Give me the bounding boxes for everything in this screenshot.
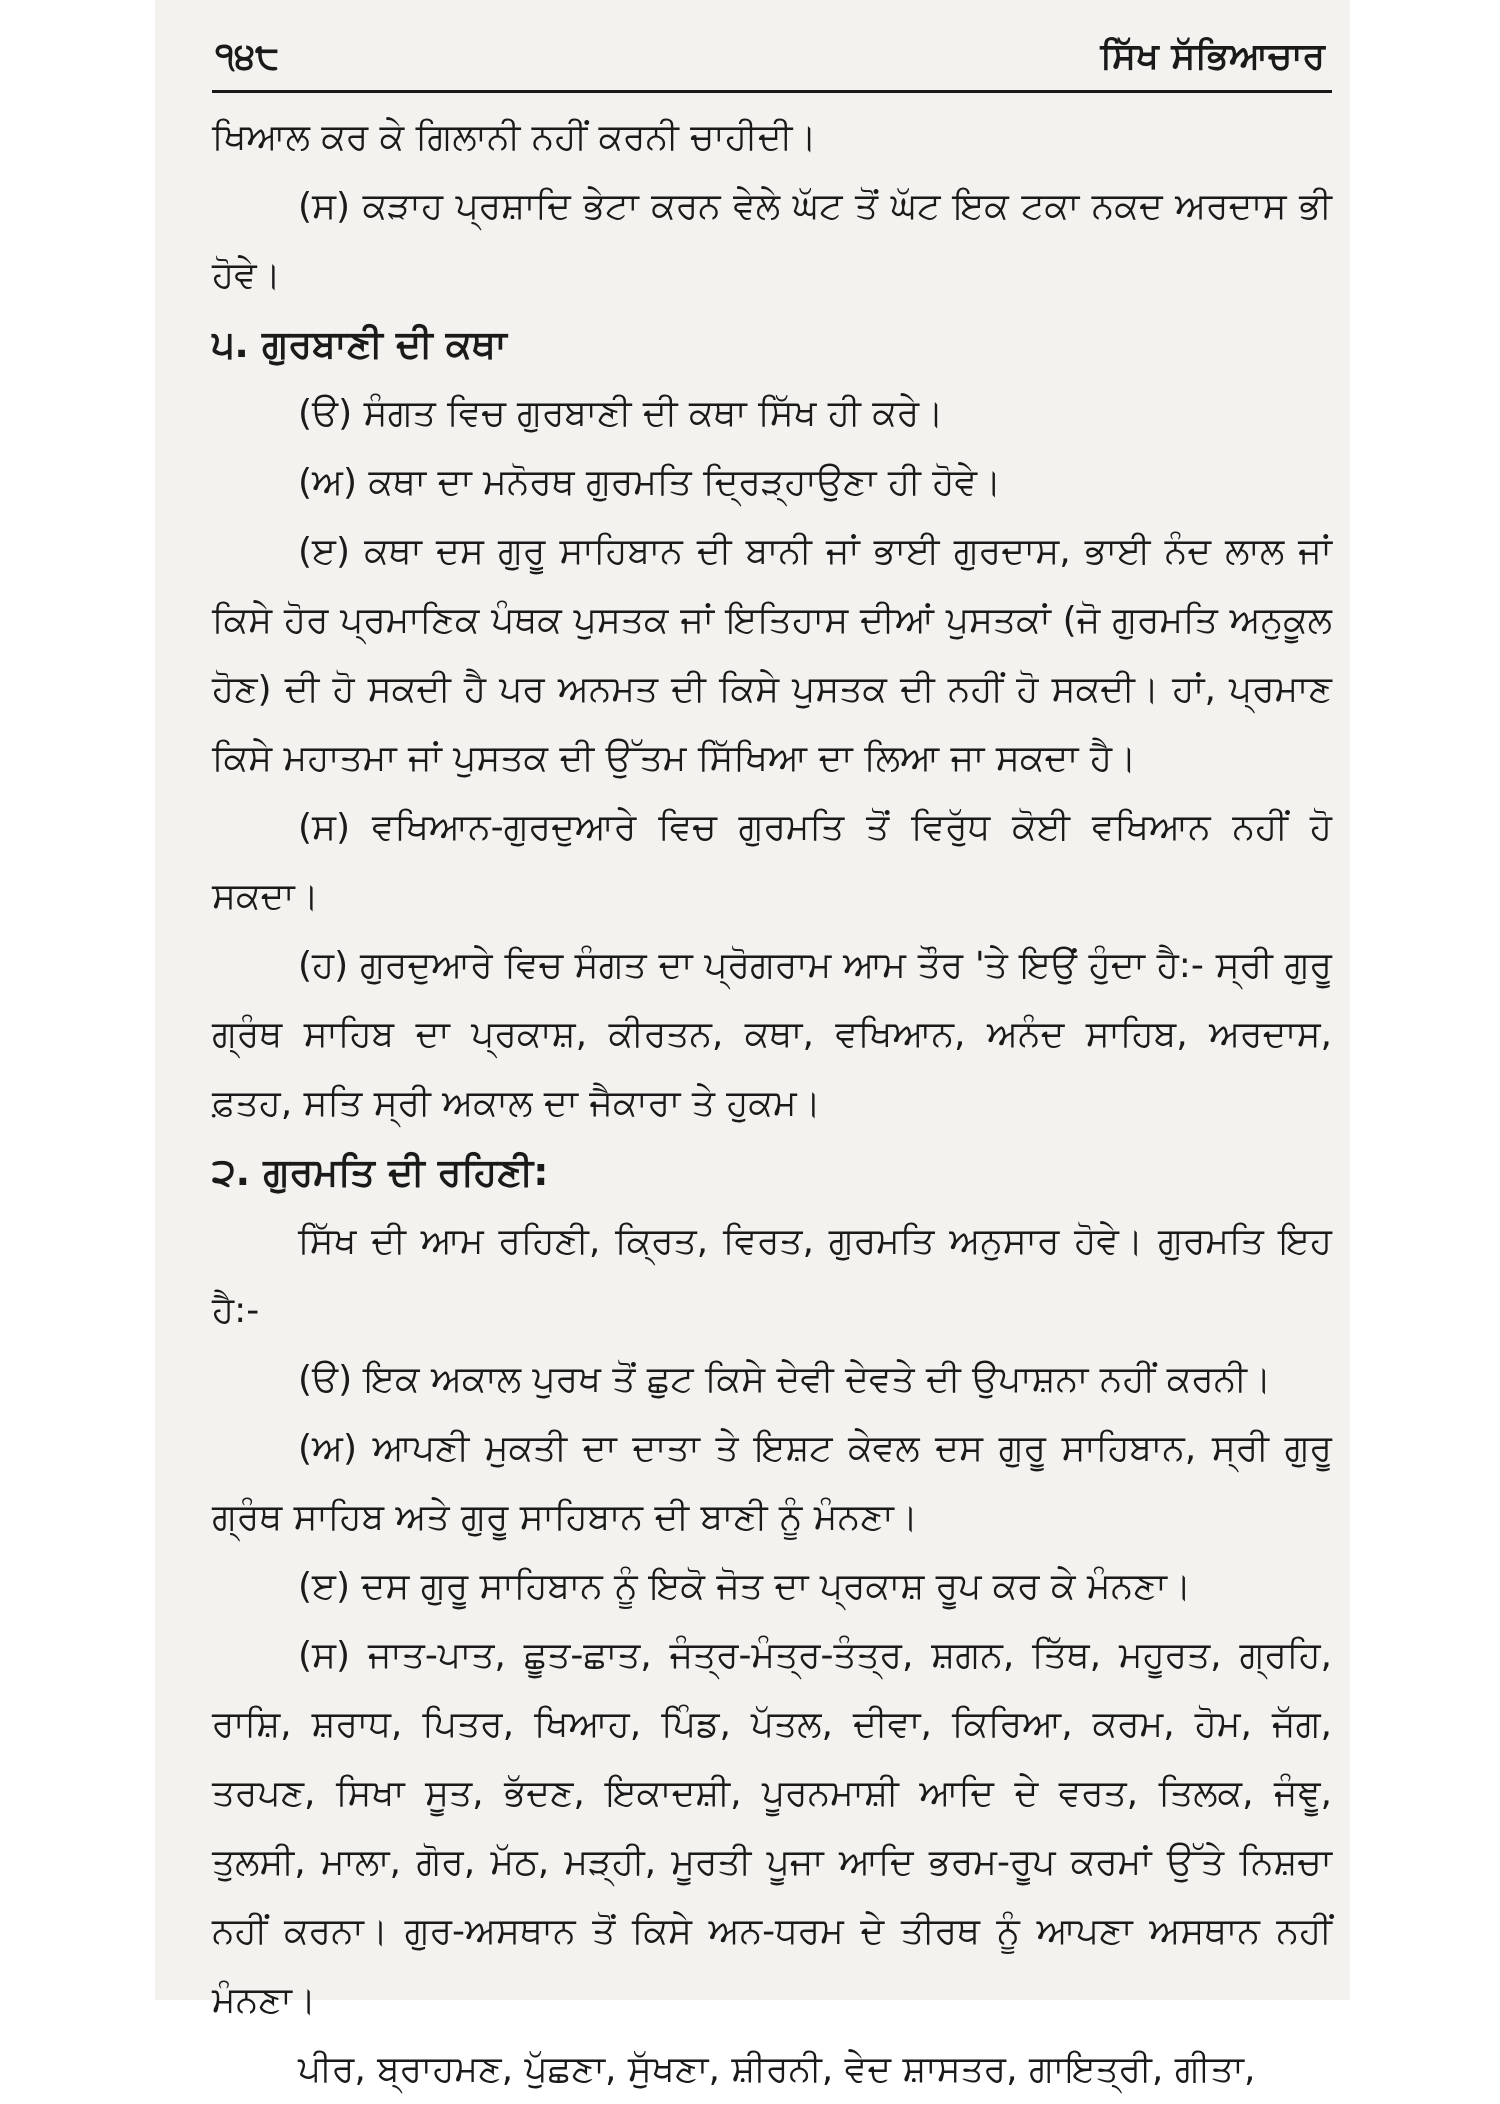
paragraph: (ਸ) ਜਾਤ-ਪਾਤ, ਛੂਤ-ਛਾਤ, ਜੰਤ੍ਰ-ਮੰਤ੍ਰ-ਤੰਤ੍ਰ, ਸ਼ਗਨ, ਤਿੱਥ, ਮਹੂਰਤ, ਗ੍ਰਹਿ, ਰਾਸ਼ਿ, ਸ਼ਰਾਧ, ਪਿਤਰ, ਖਿਆਹ, ਪਿੰਡ, ਪੱਤਲ, ਦੀਵਾ, ਕਿਰਿਆ, ਕਰਮ, ਹੋਮ, ਜੱਗ, ਤਰਪਣ, ਸਿਖਾ ਸੂਤ, ਭੱਦਣ, ਇਕਾਦਸ਼ੀ, ਪੂਰਨਮਾਸ਼ੀ ਆਦਿ ਦੇ ਵਰਤ, ਤਿਲਕ, ਜੰਞੂ, ਤੁਲਸੀ, ਮਾਲਾ, ਗੋਰ, ਮੱਠ, ਮੜ੍ਹੀ, ਮੂਰਤੀ ਪੂਜਾ ਆਦਿ ਭਰਮ-ਰੂਪ ਕਰਮਾਂ ਉੱਤੇ ਨਿਸ਼ਚਾ ਨਹੀਂ ਕਰਨਾ। ਗੁਰ-ਅਸਥਾਨ ਤੋਂ ਕਿਸੇ ਅਨ-ਧਰਮ ਦੇ ਤੀਰਥ ਨੂੰ ਆਪਣਾ ਅਸਥਾਨ ਨਹੀਂ ਮੰਨਣਾ। <box>212 1635 1332 2021</box>
paragraph: (ੳ) ਸੰਗਤ ਵਿਚ ਗੁਰਬਾਣੀ ਦੀ ਕਥਾ ਸਿੱਖ ਹੀ ਕਰੇ। <box>298 393 944 434</box>
paragraph: ਸਿੱਖ ਦੀ ਆਮ ਰਹਿਣੀ, ਕ੍ਰਿਤ, ਵਿਰਤ, ਗੁਰਮਤਿ ਅਨੁਸਾਰ ਹੋਵੇ। ਗੁਰਮਤਿ ਇਹ ਹੈ:- <box>212 1221 1332 1331</box>
page-body <box>212 103 1332 2104</box>
section-heading: ੫. ਗੁਰਬਾਣੀ ਦੀ ਕਥਾ <box>212 322 507 366</box>
page-header <box>215 30 1325 90</box>
paragraph: (ਸ) ਕੜਾਹ ਪ੍ਰਸ਼ਾਦਿ ਭੇਟਾ ਕਰਨ ਵੇਲੇ ਘੱਟ ਤੋਂ ਘੱਟ ਇਕ ਟਕਾ ਨਕਦ ਅਰਦਾਸ ਭੀ ਹੋਵੇ। <box>212 186 1332 296</box>
paragraph: ਪੀਰ, ਬ੍ਰਾਹਮਣ, ਪੁੱਛਣਾ, ਸੁੱਖਣਾ, ਸ਼ੀਰਨੀ, ਵੇਦ ਸ਼ਾਸਤਰ, ਗਾਇਤ੍ਰੀ, ਗੀਤਾ, <box>298 2049 1256 2090</box>
running-title: ਸਿੱਖ ਸੱਭਿਆਚਾਰ <box>1100 36 1325 77</box>
paragraph: (ਅ) ਕਥਾ ਦਾ ਮਨੋਰਥ ਗੁਰਮਤਿ ਦ੍ਰਿੜ੍ਹਾਉਣਾ ਹੀ ਹੋਵੇ। <box>298 462 1002 503</box>
paragraph: (ਸ) ਵਖਿਆਨ-ਗੁਰਦੁਆਰੇ ਵਿਚ ਗੁਰਮਤਿ ਤੋਂ ਵਿਰੁੱਧ ਕੋਈ ਵਖਿਆਨ ਨਹੀਂ ਹੋ ਸਕਦਾ। <box>212 807 1332 917</box>
section-heading: ੨. ਗੁਰਮਤਿ ਦੀ ਰਹਿਣੀ: <box>212 1150 549 1194</box>
paragraph: (ਅ) ਆਪਣੀ ਮੁਕਤੀ ਦਾ ਦਾਤਾ ਤੇ ਇਸ਼ਟ ਕੇਵਲ ਦਸ ਗੁਰੂ ਸਾਹਿਬਾਨ, ਸ੍ਰੀ ਗੁਰੂ ਗ੍ਰੰਥ ਸਾਹਿਬ ਅਤੇ ਗੁਰੂ ਸਾਹਿਬਾਨ ਦੀ ਬਾਣੀ ਨੂੰ ਮੰਨਣਾ। <box>212 1428 1332 1538</box>
paragraph: (ੳ) ਇਕ ਅਕਾਲ ਪੁਰਖ ਤੋਂ ਛੁਟ ਕਿਸੇ ਦੇਵੀ ਦੇਵਤੇ ਦੀ ਉਪਾਸ਼ਨਾ ਨਹੀਂ ਕਰਨੀ। <box>298 1359 1272 1400</box>
paragraph: ਖਿਆਲ ਕਰ ਕੇ ਗਿਲਾਨੀ ਨਹੀਂ ਕਰਨੀ ਚਾਹੀਦੀ। <box>212 117 817 158</box>
page-number: ੧੪੮ <box>215 36 280 77</box>
paragraph: (ੲ) ਦਸ ਗੁਰੂ ਸਾਹਿਬਾਨ ਨੂੰ ਇਕੋ ਜੋਤ ਦਾ ਪ੍ਰਕਾਸ਼ ਰੂਪ ਕਰ ਕੇ ਮੰਨਣਾ। <box>298 1566 1192 1607</box>
header-rule <box>212 90 1332 93</box>
paragraph: (ਹ) ਗੁਰਦੁਆਰੇ ਵਿਚ ਸੰਗਤ ਦਾ ਪ੍ਰੋਗਰਾਮ ਆਮ ਤੌਰ 'ਤੇ ਇਉਂ ਹੁੰਦਾ ਹੈ:- ਸ੍ਰੀ ਗੁਰੂ ਗ੍ਰੰਥ ਸਾਹਿਬ ਦਾ ਪ੍ਰਕਾਸ਼, ਕੀਰਤਨ, ਕਥਾ, ਵਖਿਆਨ, ਅਨੰਦ ਸਾਹਿਬ, ਅਰਦਾਸ, ਫ਼ਤਹ, ਸਤਿ ਸ੍ਰੀ ਅਕਾਲ ਦਾ ਜੈਕਾਰਾ ਤੇ ਹੁਕਮ। <box>212 945 1332 1124</box>
paragraph: (ੲ) ਕਥਾ ਦਸ ਗੁਰੂ ਸਾਹਿਬਾਨ ਦੀ ਬਾਨੀ ਜਾਂ ਭਾਈ ਗੁਰਦਾਸ, ਭਾਈ ਨੰਦ ਲਾਲ ਜਾਂ ਕਿਸੇ ਹੋਰ ਪ੍ਰਮਾਣਿਕ ਪੰਥਕ ਪੁਸਤਕ ਜਾਂ ਇਤਿਹਾਸ ਦੀਆਂ ਪੁਸਤਕਾਂ (ਜੋ ਗੁਰਮਤਿ ਅਨੁਕੂਲ ਹੋਣ) ਦੀ ਹੋ ਸਕਦੀ ਹੈ ਪਰ ਅਨਮਤ ਦੀ ਕਿਸੇ ਪੁਸਤਕ ਦੀ ਨਹੀਂ ਹੋ ਸਕਦੀ। ਹਾਂ, ਪ੍ਰਮਾਣ ਕਿਸੇ ਮਹਾਤਮਾ ਜਾਂ ਪੁਸਤਕ ਦੀ ਉੱਤਮ ਸਿੱਖਿਆ ਦਾ ਲਿਆ ਜਾ ਸਕਦਾ ਹੈ। <box>212 531 1332 779</box>
